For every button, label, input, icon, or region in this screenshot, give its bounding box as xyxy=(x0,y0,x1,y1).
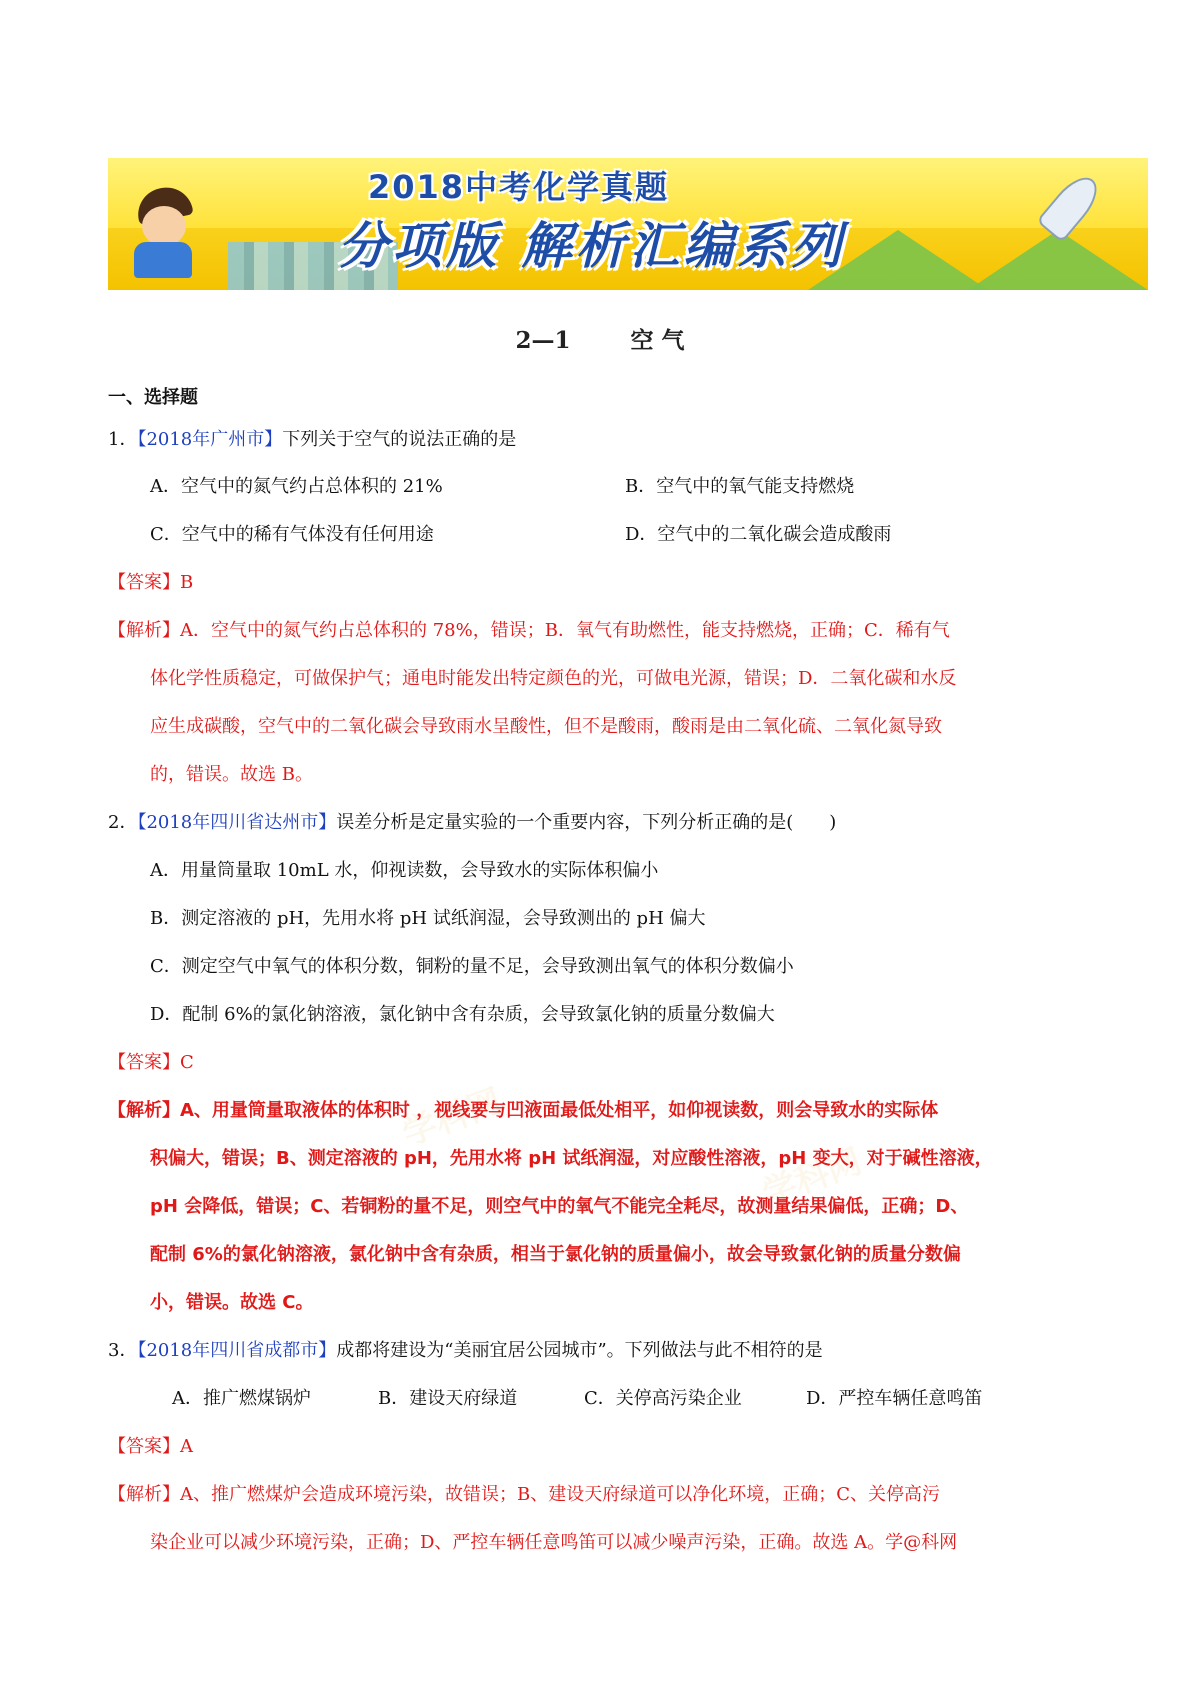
banner-image xyxy=(108,158,1148,290)
banner-cartoon-figure xyxy=(126,188,196,278)
option: B．测定溶液的 pH，先用水将 pH 试纸润湿，会导致测出的 pH 偏大 xyxy=(150,908,706,929)
analysis-line: 的，错误。故选 B。 xyxy=(150,764,313,785)
analysis-line: 配制 6%的氯化钠溶液，氯化钠中含有杂质，相当于氯化钠的质量偏小，故会导致氯化钠的质量分数偏 xyxy=(150,1244,961,1265)
section-title xyxy=(0,322,1200,355)
option: D．配制 6%的氯化钠溶液，氯化钠中含有杂质，会导致氯化钠的质量分数偏大 xyxy=(150,1004,775,1025)
question-2-stem: 2．【2018年四川省达州市】误差分析是定量实验的一个重要内容，下列分析正确的是( ) xyxy=(108,812,837,833)
analysis-line: 应生成碳酸，空气中的二氧化碳会导致雨水呈酸性，但不是酸雨，酸雨是由二氧化硫、二氧化氮导致 xyxy=(150,716,942,737)
analysis-line: 【解析】A、推广燃煤炉会造成环境污染，故错误；B、建设天府绿道可以净化环境，正确；C、关停高污 xyxy=(108,1484,940,1505)
option: A．推广燃煤锅炉 xyxy=(172,1388,311,1409)
section-name: 空 气 xyxy=(630,327,685,354)
section-number: 2—1 xyxy=(515,327,571,354)
option: A．空气中的氮气约占总体积的 21% xyxy=(150,476,443,497)
analysis-line: 小，错误。故选 C。 xyxy=(150,1292,314,1313)
watermark: 学科网 xyxy=(757,1141,867,1215)
option: B．空气中的氧气能支持燃烧 xyxy=(625,476,855,497)
analysis-line: 体化学性质稳定，可做保护气；通电时能发出特定颜色的光，可做电光源，错误；D．二氧化碳和水反 xyxy=(150,668,957,689)
option: B．建设天府绿道 xyxy=(378,1388,518,1409)
question-source: 【2018年四川省达州市】 xyxy=(137,812,337,833)
analysis-line: pH 会降低，错误；C、若铜粉的量不足，则空气中的氧气不能完全耗尽，故测量结果偏低，正确；D、 xyxy=(150,1196,969,1217)
option: C．关停高污染企业 xyxy=(584,1388,742,1409)
answer: 【答案】A xyxy=(108,1436,193,1457)
analysis-line: 积偏大，错误；B、测定溶液的 pH，先用水将 pH 试纸润湿，对应酸性溶液，pH 变大，对于碱性溶液， xyxy=(150,1148,993,1169)
analysis-line: 【解析】A、用量筒量取液体的体积时 ，视线要与凹液面最低处相平，如仰视读数，则会导致水的实际体 xyxy=(108,1100,939,1121)
question-type-heading: 一、选择题 xyxy=(108,387,198,408)
analysis-line: 染企业可以减少环境污染，正确；D、严控车辆任意鸣笛可以减少噪声污染，正确。故选 A。学@科网 xyxy=(150,1532,958,1553)
watermark: 学科网 xyxy=(397,1081,507,1155)
option: C．空气中的稀有气体没有任何用途 xyxy=(150,524,434,545)
answer: 【答案】C xyxy=(108,1052,194,1073)
analysis-line: 【解析】A．空气中的氮气约占总体积的 78%，错误；B．氧气有助燃性，能支持燃烧，正确；C．稀有气 xyxy=(108,620,950,641)
option: D．严控车辆任意鸣笛 xyxy=(806,1388,983,1409)
banner-title-line2: 分项版 解析汇编系列 xyxy=(338,217,846,275)
question-3-stem: 3．【2018年四川省成都市】成都将建设为“美丽宜居公园城市”。下列做法与此不相符的是 xyxy=(108,1340,823,1361)
question-source: 【2018年四川省成都市】 xyxy=(137,1340,337,1361)
banner-title-line1: 2018中考化学真题 xyxy=(368,168,670,206)
answer: 【答案】B xyxy=(108,572,194,593)
option: C．测定空气中氧气的体积分数，铜粉的量不足，会导致测出氧气的体积分数偏小 xyxy=(150,956,794,977)
question-1-stem: 1．【2018年广州市】下列关于空气的说法正确的是 xyxy=(108,429,517,450)
question-source: 【2018年广州市】 xyxy=(137,429,283,450)
option: A．用量筒量取 10mL 水，仰视读数，会导致水的实际体积偏小 xyxy=(150,860,659,881)
option: D．空气中的二氧化碳会造成酸雨 xyxy=(625,524,892,545)
